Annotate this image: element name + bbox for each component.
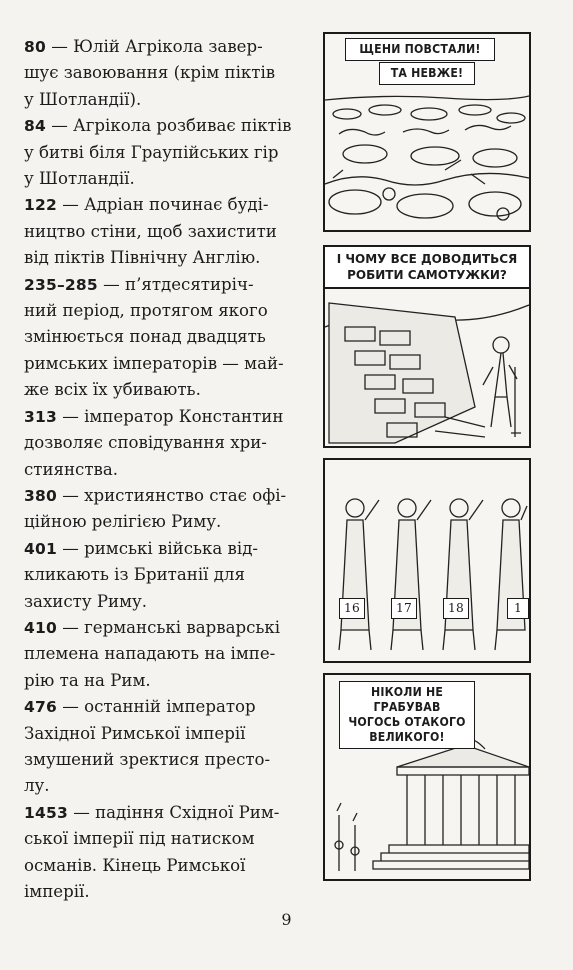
entry-year: 1453 [24,803,68,822]
timeline-entry-84 [24,113,314,192]
timeline-entry-476 [24,694,314,800]
bubble-line: ЧОГОСЬ ОТАКОГО [348,715,466,729]
entry-text: — Юлій Агрікола завер- [45,37,263,56]
entry-line: у битві біля Граупійських гір [24,142,279,162]
entry-line: дозволяє сповідування хри- [24,433,267,453]
entry-year: 122 [24,196,57,215]
timeline-entry-80 [24,34,314,113]
soldier-number-17: 17 [391,598,417,619]
speech-bubble-bottom: ТА НЕВЖЕ! [379,62,475,85]
entry-line: у Шотландії. [24,169,135,189]
entry-line: кликають із Британії для [24,565,245,585]
entry-line: ської імперії під натиском [24,829,255,849]
entry-text: — германські варварські [56,617,281,637]
entry-year: 84 [24,117,46,136]
speech-bubble-top: ЩЕНИ ПОВСТАЛИ! [345,38,495,61]
entry-year: 401 [24,539,57,558]
comic-panel-soldiers [323,458,531,663]
entry-line: захисту Риму. [24,591,148,611]
bubble-line: НІКОЛИ НЕ ГРАБУВАВ [370,685,444,714]
soldier-number-19: 1 [507,598,529,619]
comic-panel-wall [323,245,531,448]
entry-year: 313 [24,407,57,426]
entry-line: Західної Римської імперії [24,723,246,743]
entry-line: рію та на Рим. [24,670,151,690]
entry-line: же всіх їх убивають. [24,380,201,400]
entry-year: 235–285 [24,275,98,294]
timeline [24,34,314,905]
entry-line: османів. Кінець Римської [24,855,246,875]
caption-line: РОБИТИ САМОТУЖКИ? [347,268,507,282]
panel-caption [325,247,529,289]
entry-text: — християнство стає офі- [56,485,287,505]
entry-line: у Шотландії). [24,89,142,109]
entry-text: — Адріан починає буді- [56,195,269,215]
timeline-entry-401 [24,536,314,615]
soldier-number-16: 16 [339,598,365,619]
entry-line: змушений зректися престо- [24,749,271,769]
entry-text: — падіння Східної Рим- [67,802,280,822]
entry-line: стиянства. [24,459,119,479]
timeline-entry-380 [24,483,314,536]
entry-line: ний період, протягом якого [24,301,268,321]
entry-text: — Агрікола розбиває піктів [45,116,292,136]
comic-panel-battlefield [323,32,531,232]
entry-text: — п’ятдесятиріч- [97,274,254,294]
bubble-line: ВЕЛИКОГО! [369,730,445,744]
entry-text: — останній імператор [56,697,256,717]
entry-line: змінюється понад двадцять [24,327,266,347]
entry-text: — імператор Константин [56,406,284,426]
entry-year: 380 [24,486,57,505]
entry-year: 80 [24,38,46,56]
timeline-entry-410 [24,615,314,694]
entry-year: 476 [24,698,57,717]
entry-line: ційною релігією Риму. [24,512,222,532]
timeline-entry-122 [24,192,314,271]
speech-bubble [339,681,475,749]
timeline-entry-1453 [24,800,314,906]
caption-line: І ЧОМУ ВСЕ ДОВОДИТЬСЯ [336,252,518,266]
entry-line: римських імператорів — май- [24,353,284,373]
timeline-entry-313 [24,404,314,483]
entry-line: лу. [24,776,50,796]
entry-year: 410 [24,618,57,637]
entry-line: від піктів Північну Англію. [24,248,261,268]
entry-line: імперії. [24,882,90,901]
entry-text: — римські війська від- [56,538,259,558]
timeline-entry-235-285 [24,272,314,404]
entry-line: племена нападають на імпе- [24,644,276,664]
entry-line: ництво стіни, щоб захистити [24,221,277,241]
comic-panel-temple [323,673,531,881]
soldier-number-18: 18 [443,598,469,619]
entry-line: шує завоювання (крім піктів [24,63,276,83]
page-number: 9 [281,910,292,929]
soldiers-drawing [325,460,529,661]
